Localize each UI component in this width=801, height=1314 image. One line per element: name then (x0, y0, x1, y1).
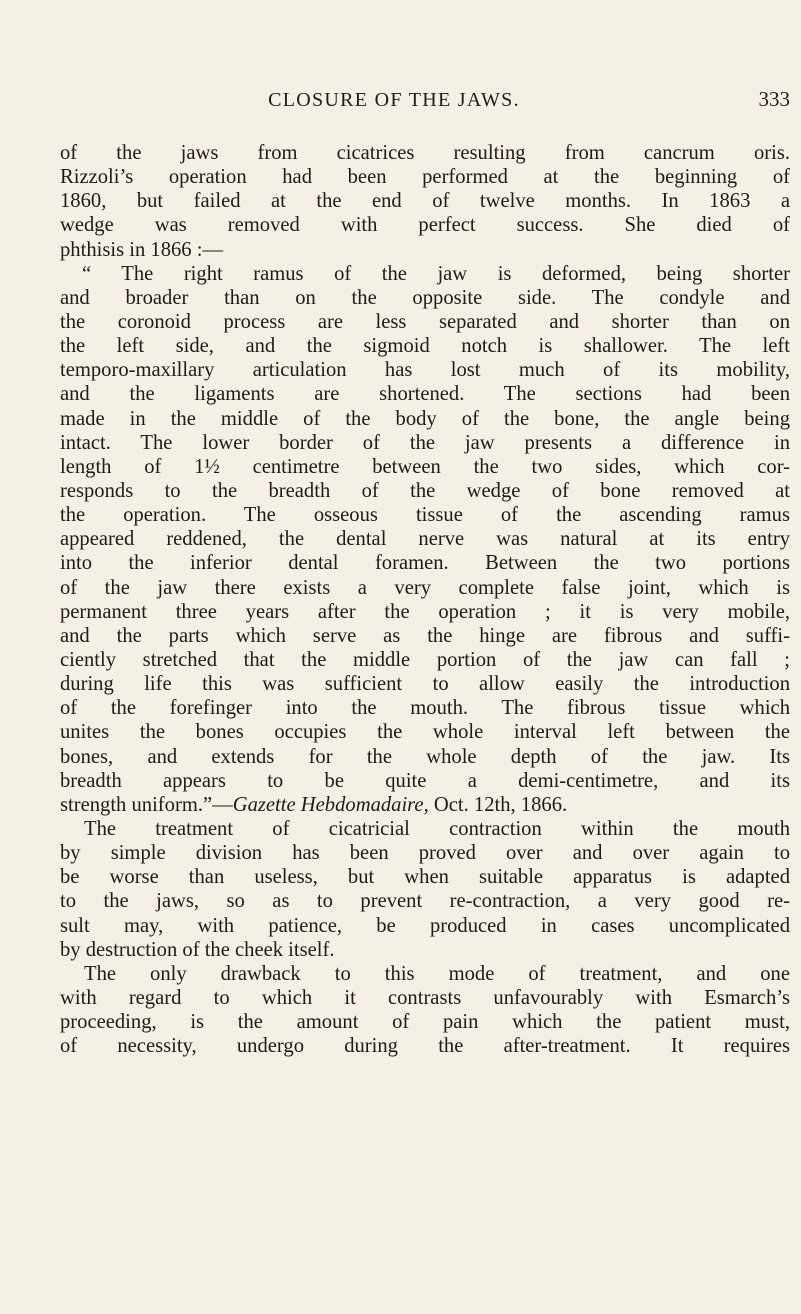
text-line: intact. The lower border of the jaw presents a difference in (60, 431, 790, 454)
citation-text: strength uniform.”— (60, 793, 233, 816)
text-line: length of 1½ centimetre between the two sides, which cor- (60, 455, 790, 478)
text-line: the left side, and the sigmoid notch is shallower. The left (60, 335, 790, 358)
citation-date: Oct. 12th, 1866. (428, 793, 568, 816)
text-line: phthisis in 1866 :— (60, 238, 224, 261)
text-line: The only drawback to this mode of treatment, and one (84, 962, 790, 985)
text-line: permanent three years after the operation ; it is very mobile, (60, 600, 790, 623)
text-line: unites the bones occupies the whole interval left between the (60, 721, 790, 744)
text-line: 1860, but failed at the end of twelve months. In 1863 a (60, 190, 790, 213)
text-line: with regard to which it contrasts unfavourably with Esmarch’s (60, 986, 790, 1009)
text-line: of necessity, undergo during the after-treatment. It requires (60, 1035, 790, 1058)
citation-line (60, 793, 790, 817)
text-line: and the ligaments are shortened. The sections had been (60, 383, 790, 406)
text-line: “ The right ramus of the jaw is deformed, being shorter (82, 262, 790, 285)
running-head: CLOSURE OF THE JAWS. (268, 89, 520, 111)
body-text (60, 141, 790, 1058)
text-line: and the parts which serve as the hinge are fibrous and suffi- (60, 624, 790, 647)
text-line: sult may, with patience, be produced in cases uncomplicated (60, 914, 790, 937)
text-line: of the jaws from cicatrices resulting from cancrum oris. (60, 142, 790, 164)
text-line: temporo-maxillary articulation has lost much of its mobility, (60, 359, 790, 382)
text-line: made in the middle of the body of the bone, the angle being (60, 407, 790, 430)
text-line: appeared reddened, the dental nerve was natural at its entry (60, 528, 790, 551)
text-line: during life this was sufficient to allow easily the introduction (60, 673, 790, 696)
text-line: the coronoid process are less separated and shorter than on (60, 310, 790, 333)
text-line: responds to the breadth of the wedge of bone removed at (60, 479, 790, 502)
text-line: ciently stretched that the middle portion of the jaw can fall ; (60, 648, 790, 671)
text-line: of the jaw there exists a very complete false joint, which is (60, 576, 790, 599)
text-line: be worse than useless, but when suitable apparatus is adapted (60, 866, 790, 889)
text-line: into the inferior dental foramen. Between the two portions (60, 552, 790, 575)
text-line: to the jaws, so as to prevent re-contraction, a very good re- (60, 890, 790, 913)
text-line: wedge was removed with perfect success. She died of (60, 214, 790, 237)
text-line: by simple division has been proved over and over again to (60, 842, 790, 865)
text-line: Rizzoli’s operation had been performed at the beginning of (60, 166, 790, 189)
text-line: bones, and extends for the whole depth of the jaw. Its (60, 745, 790, 768)
text-line: of the forefinger into the mouth. The fibrous tissue which (60, 697, 790, 720)
text-line: the operation. The osseous tissue of the ascending ramus (60, 504, 790, 527)
text-line: by destruction of the cheek itself. (60, 938, 335, 961)
text-line: breadth appears to be quite a demi-centimetre, and its (60, 769, 790, 792)
journal-title: Gazette Hebdomadaire, (232, 793, 429, 816)
text-line: and broader than on the opposite side. The condyle and (60, 286, 790, 309)
text-line: The treatment of cicatricial contraction within the mouth (84, 817, 790, 840)
text-line: proceeding, is the amount of pain which the patient must, (60, 1011, 790, 1034)
page-number: 333 (758, 87, 790, 111)
